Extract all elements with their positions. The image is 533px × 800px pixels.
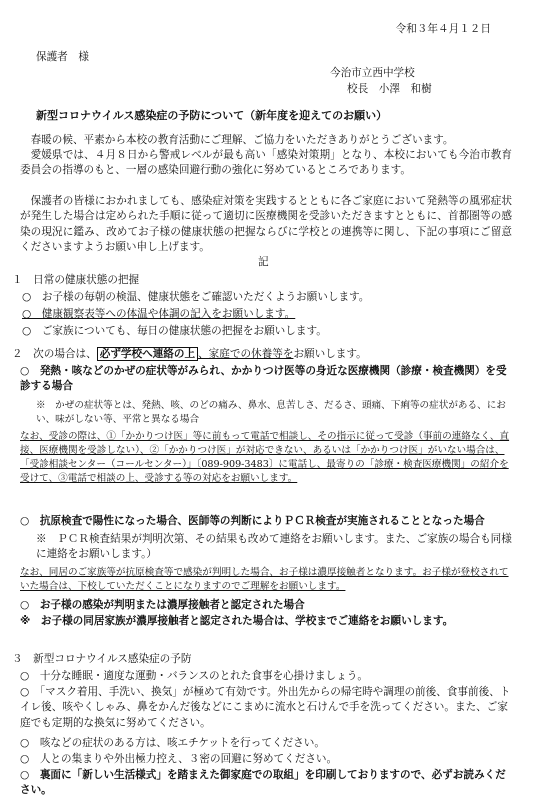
section2-heading-suffix: お願いします。	[293, 348, 367, 360]
principal-name: 校長 小澤 和樹	[347, 83, 432, 95]
section3-item-back-page: ○ 裏面に「新しい生活様式」を踏まえた御家庭での取組」を印刷しておりますので、必ずお読みください。	[20, 769, 506, 797]
section2-item-infection: ○ お子様の感染が判明または濃厚接触者と認定された場合	[20, 599, 305, 611]
family-note: なお、同居のご家族等が抗原検査等で感染が判明した場合、お子様は濃厚接触者となります。お子様が登校されていた場合は、下校していただくことになりますのでご理解をお願いします。	[20, 567, 509, 592]
contact-school-notice: 必ず学校へ連絡の上	[97, 347, 198, 361]
date: 令和３年４月１２日	[395, 23, 491, 35]
recipient: 保護者 様	[36, 51, 89, 63]
section1-heading: １ 日常の健康状態の把握	[12, 274, 140, 286]
section2-item-fever: ○ 発熱・咳などのかぜの症状等がみられ、かかりつけ医等の身近な医療機関（診療・検査機関）を受診する場合	[20, 365, 507, 393]
intro-paragraph-1: 春暖の候、平素から本校の教育活動にご理解、ご協力をいただきありがとうございます。	[30, 134, 454, 146]
intro-paragraph-2: 愛媛県では、４月８日から警戒レベルが最も高い「感染対策期」となり、本校においても今治市教育委員会の指導のもと、一層の感染回避行動の強化に努めているところであります。	[20, 149, 512, 177]
pcr-note: ※ ＰＣＲ検査結果が判明次第、その結果も改めて連絡をお願いします。また、ご家族の場合も同様に連絡をお願いします。）	[36, 533, 512, 561]
section3-item: ○ 人との集まりや外出極力控え、３密の回避に努めてください。	[20, 753, 338, 765]
consultation-note: なお、受診の際は、①「かかりつけ医」等に前もって電話で相談し、その指示に従って受診（事前の連絡なく、直接、医療機関を受診しない）、②「かかりつけ医」が対応できない、あるいは「かかりつけ医」がいない場合は、「受診相談センター（コールセンター）」〔089-909-3483〕に電話し、最寄りの「診療・検査医療機関」の紹介を受けて、③電話で相談の上、受診する等の対応をお願いします。	[20, 431, 510, 484]
school-name: 今治市立西中学校	[330, 67, 415, 79]
section3-item: ○ 咳などの症状のある方は、咳エチケットを行ってください。	[20, 737, 325, 749]
ki-mark: 記	[258, 256, 269, 268]
section3-item: ○ 「マスク着用、手洗い、換気」が極めて有効です。外出先からの帰宅時や調理の前後、食事前後、トイレ後、咳やくしゃみ、鼻をかんだ後などにこまめに流水と石けんで手を洗ってください。また、ご家庭でも定期的な換気に努めてください。	[20, 686, 511, 729]
intro-paragraph-3: 保護者の皆様におかれましても、感染症対策を実践するとともに各ご家庭において発熱等の風邪症状が発生した場合は定められた手順に従って適切に医療機関を受診いただきますとともに、首都圏等の感染の現況に鑑み、改めてお子様の健康状態の把握ならびに学校との連携等に関し、下記の事項にご留意くださいますようお願い申し上げます。	[20, 195, 512, 254]
section1-item: ○ ご家族についても、毎日の健康状態の把握をお願いします。	[22, 325, 327, 337]
section2-heading-prefix: ２ 次の場合は、	[12, 348, 97, 360]
section1-item: ○ お子様の毎朝の検温、健康状態をご確認いただくようお願いします。	[22, 291, 370, 303]
section2-item-pcr: ○ 抗原検査で陽性になった場合、医師等の判断によりＰＣＲ検査が実施されることとなった場合	[20, 515, 485, 527]
section2-heading	[12, 347, 367, 362]
home-rest-text: 、家庭での休養等を	[198, 348, 294, 360]
section2-item-family-contact: ※ お子様の同居家族が濃厚接触者と認定された場合は、学校までご連絡をお願いします。	[20, 615, 454, 627]
section3-heading: ３ 新型コロナウイルス感染症の予防	[12, 653, 192, 665]
section3-item: ○ 十分な睡眠・適度な運動・バランスのとれた食事を心掛けましょう。	[20, 670, 368, 682]
section1-item: ○ 健康観察表等への体温や体調の記入をお願いします。	[22, 308, 296, 320]
document-title: 新型コロナウイルス感染症の予防について（新年度を迎えてのお願い）	[36, 109, 388, 122]
symptom-note: ※ かぜの症状等とは、発熱、咳、のどの痛み、鼻水、息苦しさ、だるさ、頭痛、下痢等の症状がある、におい、味がしない等、平常と異なる場合	[36, 400, 506, 425]
